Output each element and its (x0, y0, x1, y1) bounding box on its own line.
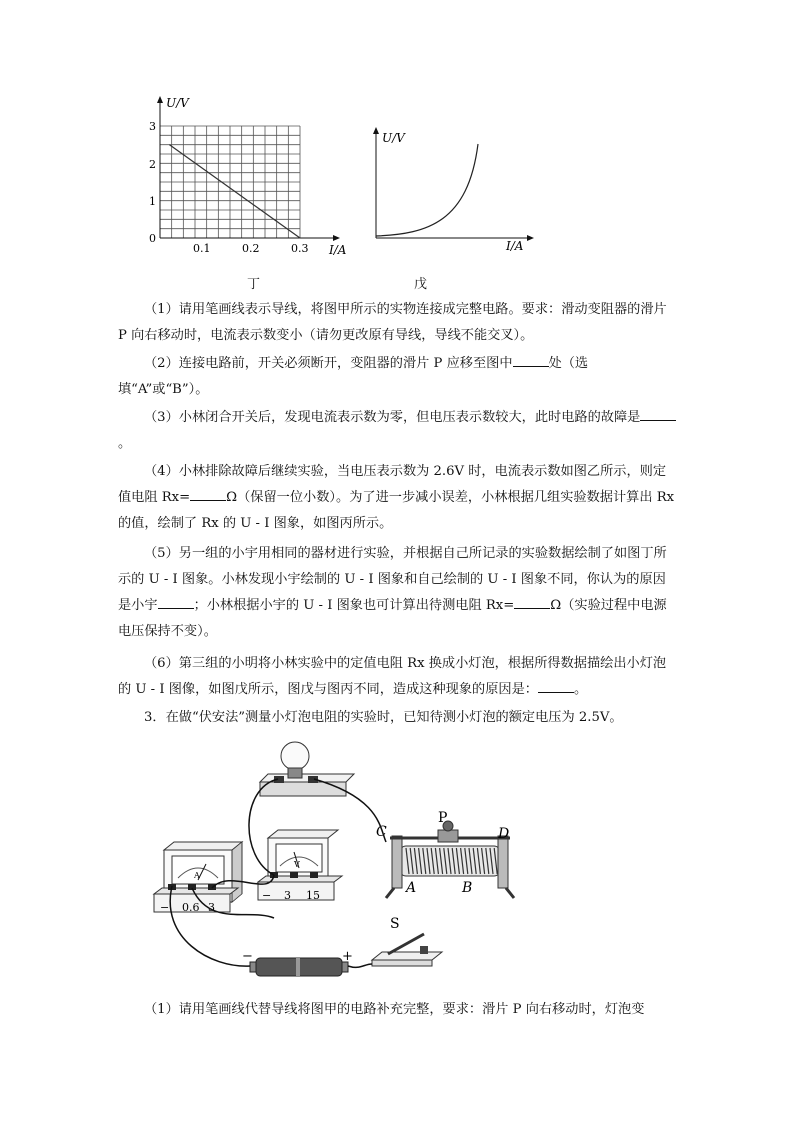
graph-ding-x-label: I/A (329, 243, 347, 257)
problem-3-question-1: （1）请用笔画线代替导线将图甲的电路补充完整，要求：滑片 P 向右移动时，灯泡变 (144, 1002, 645, 1017)
answer-blank-2[interactable] (513, 354, 549, 367)
question-4: （4）小林排除故障后继续实验，当电压表示数为 2.6V 时，电流表示数如图乙所示，则定值电阻 Rx= Ω（保留一位小数）。为了进一步减小误差，小林根据几组实验数据计算出 Rx 的值，绘制了 Rx 的 U - I 图象，如图丙所示。 (118, 464, 675, 531)
graph-wu-x-arrow (527, 235, 534, 241)
graph-ding-x-arrow (333, 235, 340, 241)
graph-ding-y-arrow (157, 96, 163, 103)
answer-blank-3[interactable] (640, 408, 676, 421)
question-6: （6）第三组的小明将小林实验中的定值电阻 Rx 换成小灯泡，根据所得数据描绘出小灯泡的 U - I 图像，如图戊所示，图戊与图丙不同，造成这种现象的原因是： 。 (118, 656, 667, 697)
question-5: （5）另一组的小宇用相同的器材进行实验，并根据自己所记录的实验数据绘制了如图丁所示的 U - I 图象。小林发现小宇绘制的 U - I 图象和自己绘制的 U - I 图象不同，你认为的原因是小宇 ；小林根据小宇的 U - I 图象也可计算出待测电阻 Rx= Ω（实验过程中电源电压保持不变）。 (118, 546, 667, 639)
question-3: （3）小林闭合开关后，发现电流表示数为零，但电压表示数较大，此时电路的故障是。 (118, 405, 678, 457)
ammeter (154, 842, 242, 914)
graph-ding-caption: 丁 (247, 277, 261, 292)
graph-wu-y-label: U/V (382, 131, 405, 145)
graph-ding-grid (160, 126, 300, 238)
graph-ding-y-label: U/V (166, 96, 189, 110)
rheostat-terminal-c: C (376, 824, 387, 840)
rheostat (376, 810, 514, 898)
graph-ding-x-tick-2: 0.2 (242, 242, 260, 255)
question-1: （1）请用笔画线表示导线，将图甲所示的实物连接成完整电路。要求：滑动变阻器的滑片 P 向右移动时，电流表示数变小（请勿更改原有导线，导线不能交叉）。 (118, 302, 667, 343)
answer-blank-5b[interactable] (514, 596, 550, 609)
ammeter-terminal-06: 0.6 (182, 901, 200, 914)
graph-wu-caption: 戊 (414, 277, 428, 292)
ammeter-terminal-neg: − (160, 901, 170, 914)
graph-wu (368, 122, 548, 254)
voltmeter-terminal-3: 3 (284, 889, 291, 902)
circuit-diagram (150, 738, 530, 988)
graph-ding-y-tick-0: 0 (149, 232, 156, 245)
graph-ding-x-tick-3: 0.3 (291, 242, 309, 255)
rheostat-terminal-b: B (462, 880, 473, 896)
ammeter-symbol: A (194, 871, 200, 880)
answer-blank-6[interactable] (538, 680, 574, 693)
switch-label: S (390, 916, 400, 932)
battery (242, 949, 353, 976)
rheostat-slider-p: P (438, 810, 448, 826)
rheostat-terminal-d: D (498, 826, 510, 842)
voltmeter (258, 830, 342, 902)
graph-ding-y-tick-2: 2 (149, 158, 156, 171)
battery-neg-label: − (242, 949, 253, 964)
graph-ding-y-tick-1: 1 (149, 195, 156, 208)
voltmeter-symbol: V (294, 860, 300, 869)
switch (372, 916, 442, 966)
graph-wu-x-label: I/A (506, 239, 524, 253)
graph-wu-curve (376, 144, 478, 236)
voltmeter-terminal-neg: − (262, 889, 272, 902)
question-2: （2）连接电路前，开关必须断开，变阻器的滑片 P 应移至图中 处（选填“A”或“B”）。 (118, 356, 589, 397)
rheostat-terminal-a: A (406, 880, 417, 896)
voltmeter-terminal-15: 15 (306, 889, 320, 902)
ammeter-terminal-3: 3 (208, 901, 215, 914)
problem-3-stem: 3．在做“伏安法”测量小灯泡电阻的实验时，已知待测小灯泡的额定电压为 2.5V。 (144, 710, 623, 725)
battery-pos-label: + (342, 949, 353, 964)
graph-ding-y-tick-3: 3 (149, 120, 156, 133)
graph-ding (140, 92, 360, 264)
answer-blank-5a[interactable] (158, 596, 194, 609)
graph-ding-x-tick-1: 0.1 (193, 242, 211, 255)
answer-blank-4[interactable] (190, 488, 226, 501)
graph-wu-y-arrow (373, 127, 379, 134)
